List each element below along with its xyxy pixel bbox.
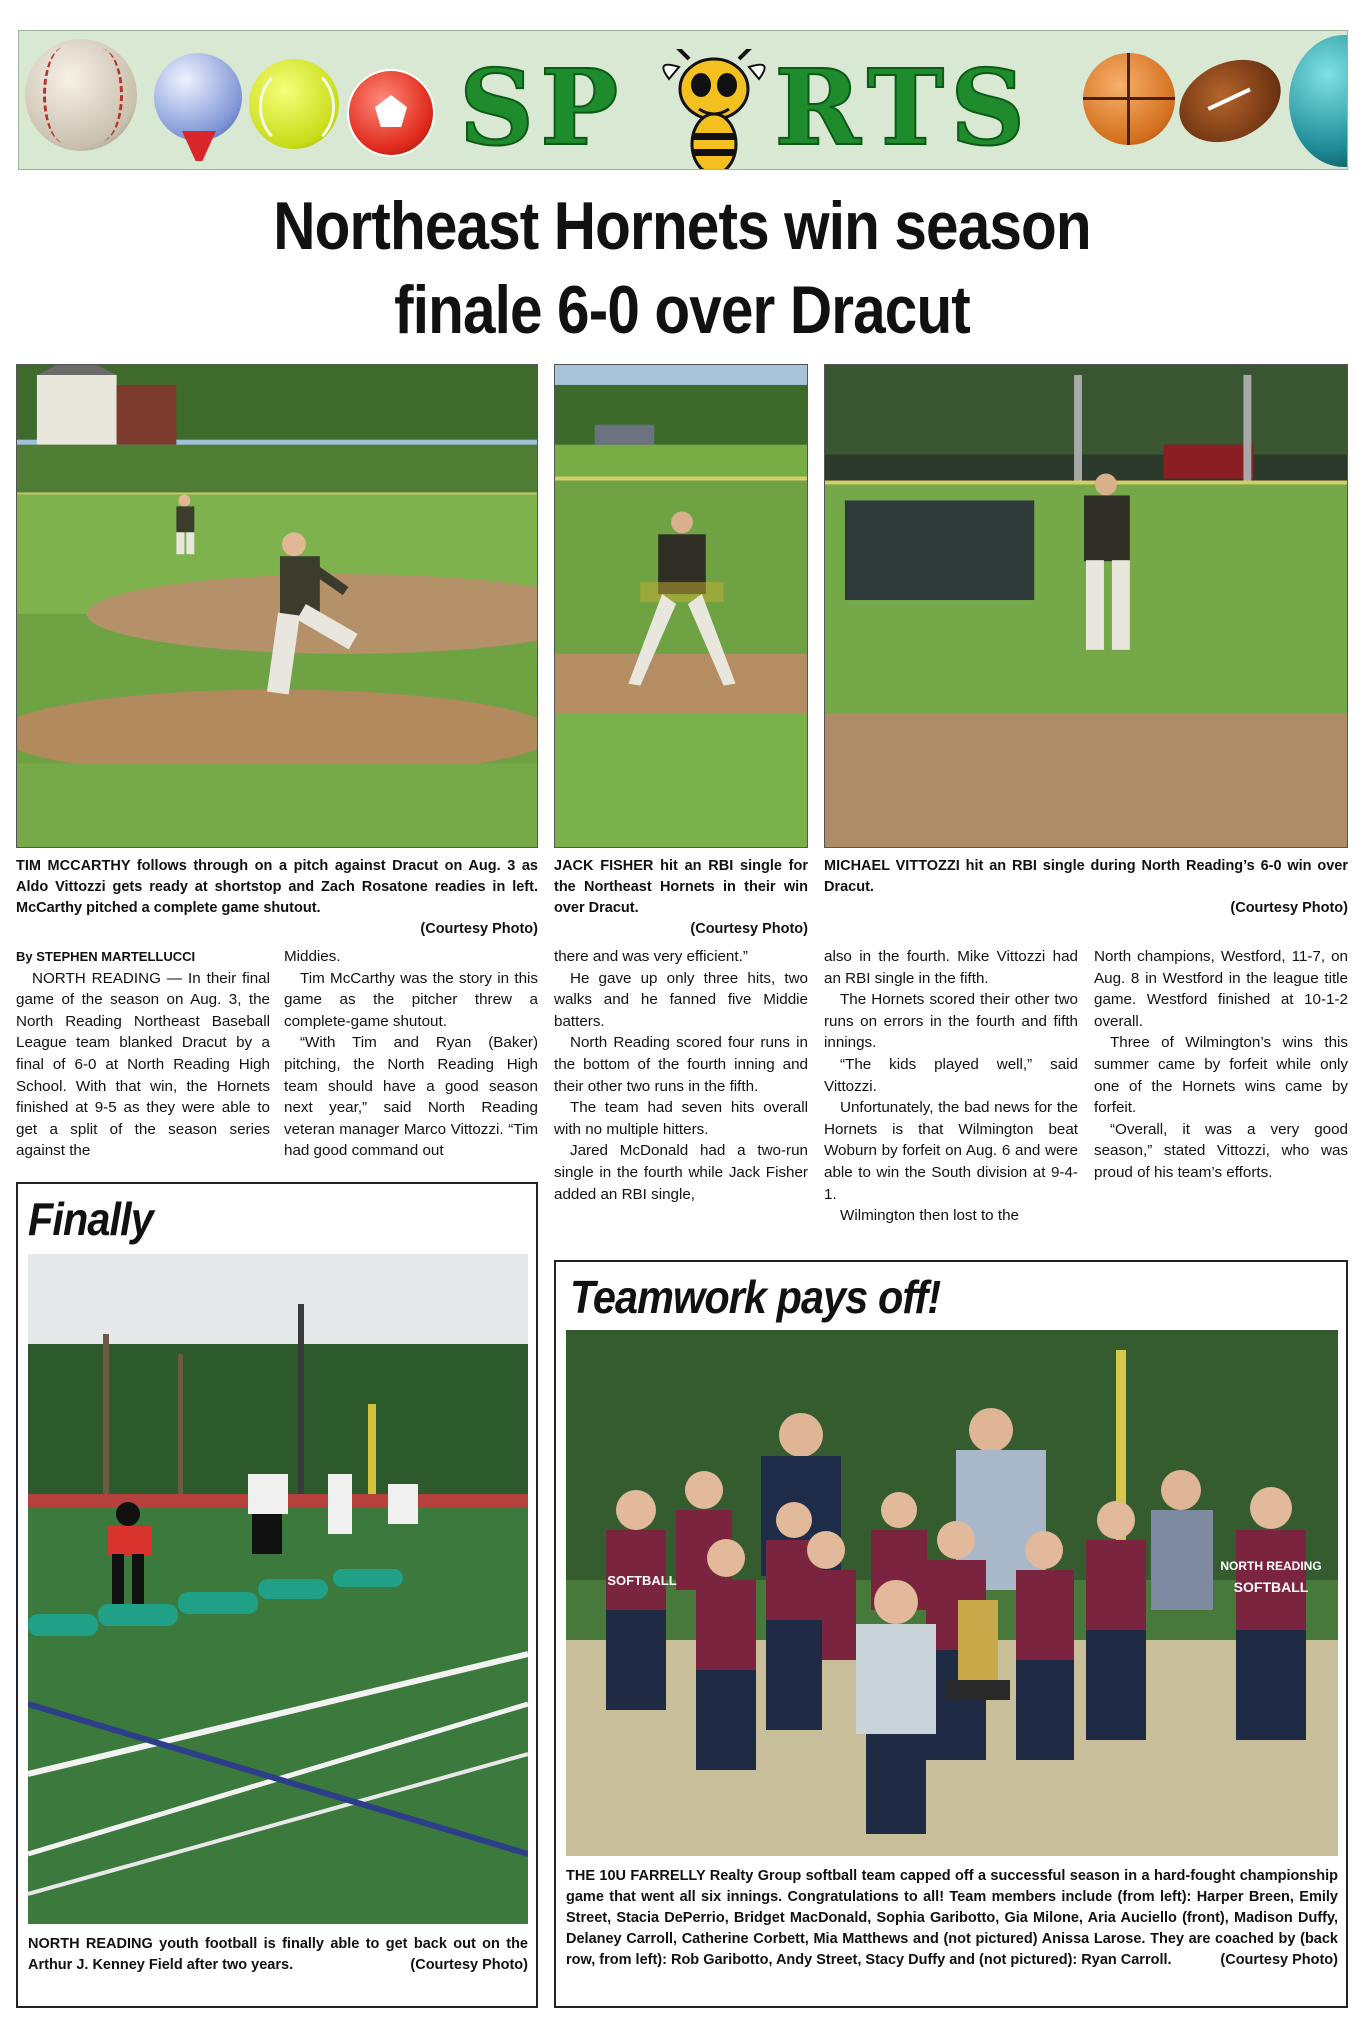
title-letter: S: [459, 46, 541, 169]
article-column-5: [1094, 946, 1348, 1184]
title-letter: S: [950, 46, 1032, 169]
teamwork-caption-text: THE 10U FARRELLY Realty Group softball team capped off a successful season in a hard-fought championship game that went all six innings. Congratulations to all! Team members include (from left): Harper Breen, Emily Street, Stacia DePerrio, Bridget MacDonald, Sophia Garibotto, Gia Milone, Aria Auciello (front), Madison Duffy, Delaney Carroll, Catherine Corbett, Mia Matthews and (not pictured) Anissa Larose. They are coached by (back row, from left): Rob Garibotto, Andy Street, Stacy Duffy and (not pictured): Ryan Carroll.: [566, 1868, 1338, 1968]
title-letter: R: [774, 46, 867, 169]
soccer-ball-icon: [347, 69, 435, 157]
article-paragraph: The team had seven hits overall with no multiple hitters.: [554, 1099, 808, 1138]
title-letter: T: [866, 46, 951, 169]
finally-title: Finally: [28, 1193, 153, 1245]
article-column-2: [284, 946, 538, 1162]
teamwork-title: Teamwork pays off!: [570, 1271, 941, 1323]
headline-line-2: finale 6-0 over Dracut: [394, 272, 970, 348]
teamwork-credit: (Courtesy Photo): [1220, 1952, 1338, 1968]
photo3-credit: (Courtesy Photo): [1230, 900, 1348, 916]
finally-caption-text: NORTH READING youth football is finally able to get back out on the Arthur J. Kenney Field after two years.: [28, 1936, 528, 1973]
article-paragraph: Tim McCarthy was the story in this game as the pitcher threw a complete-game shutout.: [284, 969, 538, 1030]
article-paragraph: Unfortunately, the bad news for the Hornets is that Wilmington beat Woburn by forfeit on Aug. 6 and were able to win the South division at 9-4-1.: [824, 1099, 1078, 1203]
article-paragraph: “With Tim and Ryan (Baker) pitching, the North Reading High team should have a good season next year,” said North Reading veteran manager Marco Vittozzi. “Tim had good command out: [284, 1034, 538, 1160]
article-byline: By STEPHEN MARTELLUCCI: [16, 949, 196, 964]
photo1-caption-text: TIM MCCARTHY follows through on a pitch against Dracut on Aug. 3 as Aldo Vittozzi gets ready at shortstop and Zach Rosatone readies in left. McCarthy pitched a complete game shutout.: [16, 858, 538, 916]
photo3-caption: [824, 856, 1348, 919]
photo1-caption: [16, 856, 538, 940]
article-paragraph: Middies.: [284, 948, 341, 965]
photo-jack-fisher: [554, 364, 808, 848]
golf-tee-icon: [182, 131, 216, 161]
teal-ball-icon: [1289, 35, 1348, 167]
photo-pitcher: [16, 364, 538, 848]
article-column-1: [16, 946, 270, 1162]
sports-banner: [18, 30, 1348, 170]
photo2-caption: [554, 856, 808, 940]
baseball-icon: [25, 39, 137, 151]
article-paragraph: “Overall, it was a very good season,” stated Vittozzi, who was proud of his team’s efforts.: [1094, 1120, 1348, 1181]
jersey-label: SOFTBALL: [1233, 1579, 1309, 1595]
article-column-4: [824, 946, 1078, 1227]
article-paragraph: North Reading scored four runs in the bottom of the fourth inning and their other two runs in the fifth.: [554, 1034, 808, 1095]
football-icon: [1166, 44, 1294, 158]
article-paragraph: The Hornets scored their other two runs on errors in the fourth and fifth innings.: [824, 991, 1078, 1052]
sports-title: [459, 46, 1079, 169]
jersey-label: NORTH READING: [1220, 1559, 1322, 1573]
photo3-caption-text: MICHAEL VITTOZZI hit an RBI single during North Reading’s 6-0 win over Dracut.: [824, 858, 1348, 895]
headline-line-1: Northeast Hornets win season: [273, 188, 1091, 264]
finally-caption: [28, 1934, 528, 1976]
photo2-credit: (Courtesy Photo): [690, 921, 808, 937]
title-letter: P: [540, 46, 625, 169]
teamwork-box: [554, 1260, 1348, 2008]
photo1-credit: (Courtesy Photo): [420, 921, 538, 937]
article-paragraph: He gave up only three hits, two walks and he fanned five Middie batters.: [554, 969, 808, 1030]
headline: [95, 184, 1268, 352]
article-paragraph: Jared McDonald had a two-run single in the fourth while Jack Fisher added an RBI single,: [554, 1142, 808, 1203]
tennis-ball-icon: [249, 59, 339, 149]
article-column-3: [554, 946, 808, 1205]
finally-credit: (Courtesy Photo): [410, 1957, 528, 1973]
article-paragraph: there and was very efficient.”: [554, 948, 748, 965]
article-paragraph: Wilmington then lost to the: [840, 1207, 1019, 1225]
article-paragraph: North champions, Westford, 11-7, on Aug. 8 in Westford in the league title game. Westford finished at 10-1-2 overall.: [1094, 948, 1348, 1030]
hornet-mascot-icon: [659, 49, 769, 170]
jersey-label: SOFTBALL: [607, 1573, 677, 1588]
photo-softball-team: [566, 1330, 1338, 1856]
article-paragraph: “The kids played well,” said Vittozzi.: [824, 1055, 1078, 1095]
article-paragraph: also in the fourth. Mike Vittozzi had an RBI single in the fifth.: [824, 948, 1078, 987]
finally-box: [16, 1182, 538, 2008]
article-paragraph: Three of Wilmington’s wins this summer came by forfeit while only one of the Hornets wins came by forfeit.: [1094, 1034, 1348, 1117]
article-paragraph: NORTH READING — In their final game of the season on Aug. 3, the North Reading Northeast Baseball League team blanked Dracut by a final of 6-0 at North Reading High School. With that win, the Hornets finished at 9-5 as they were able to get a split of the season series against the: [16, 969, 270, 1160]
teamwork-caption: [566, 1866, 1338, 1971]
basketball-icon: [1083, 53, 1175, 145]
golf-ball-icon: [154, 53, 242, 141]
photo-michael-vittozzi: [824, 364, 1348, 848]
photo-youth-football: [28, 1254, 528, 1924]
photo2-caption-text: JACK FISHER hit an RBI single for the Northeast Hornets in their win over Dracut.: [554, 858, 808, 916]
